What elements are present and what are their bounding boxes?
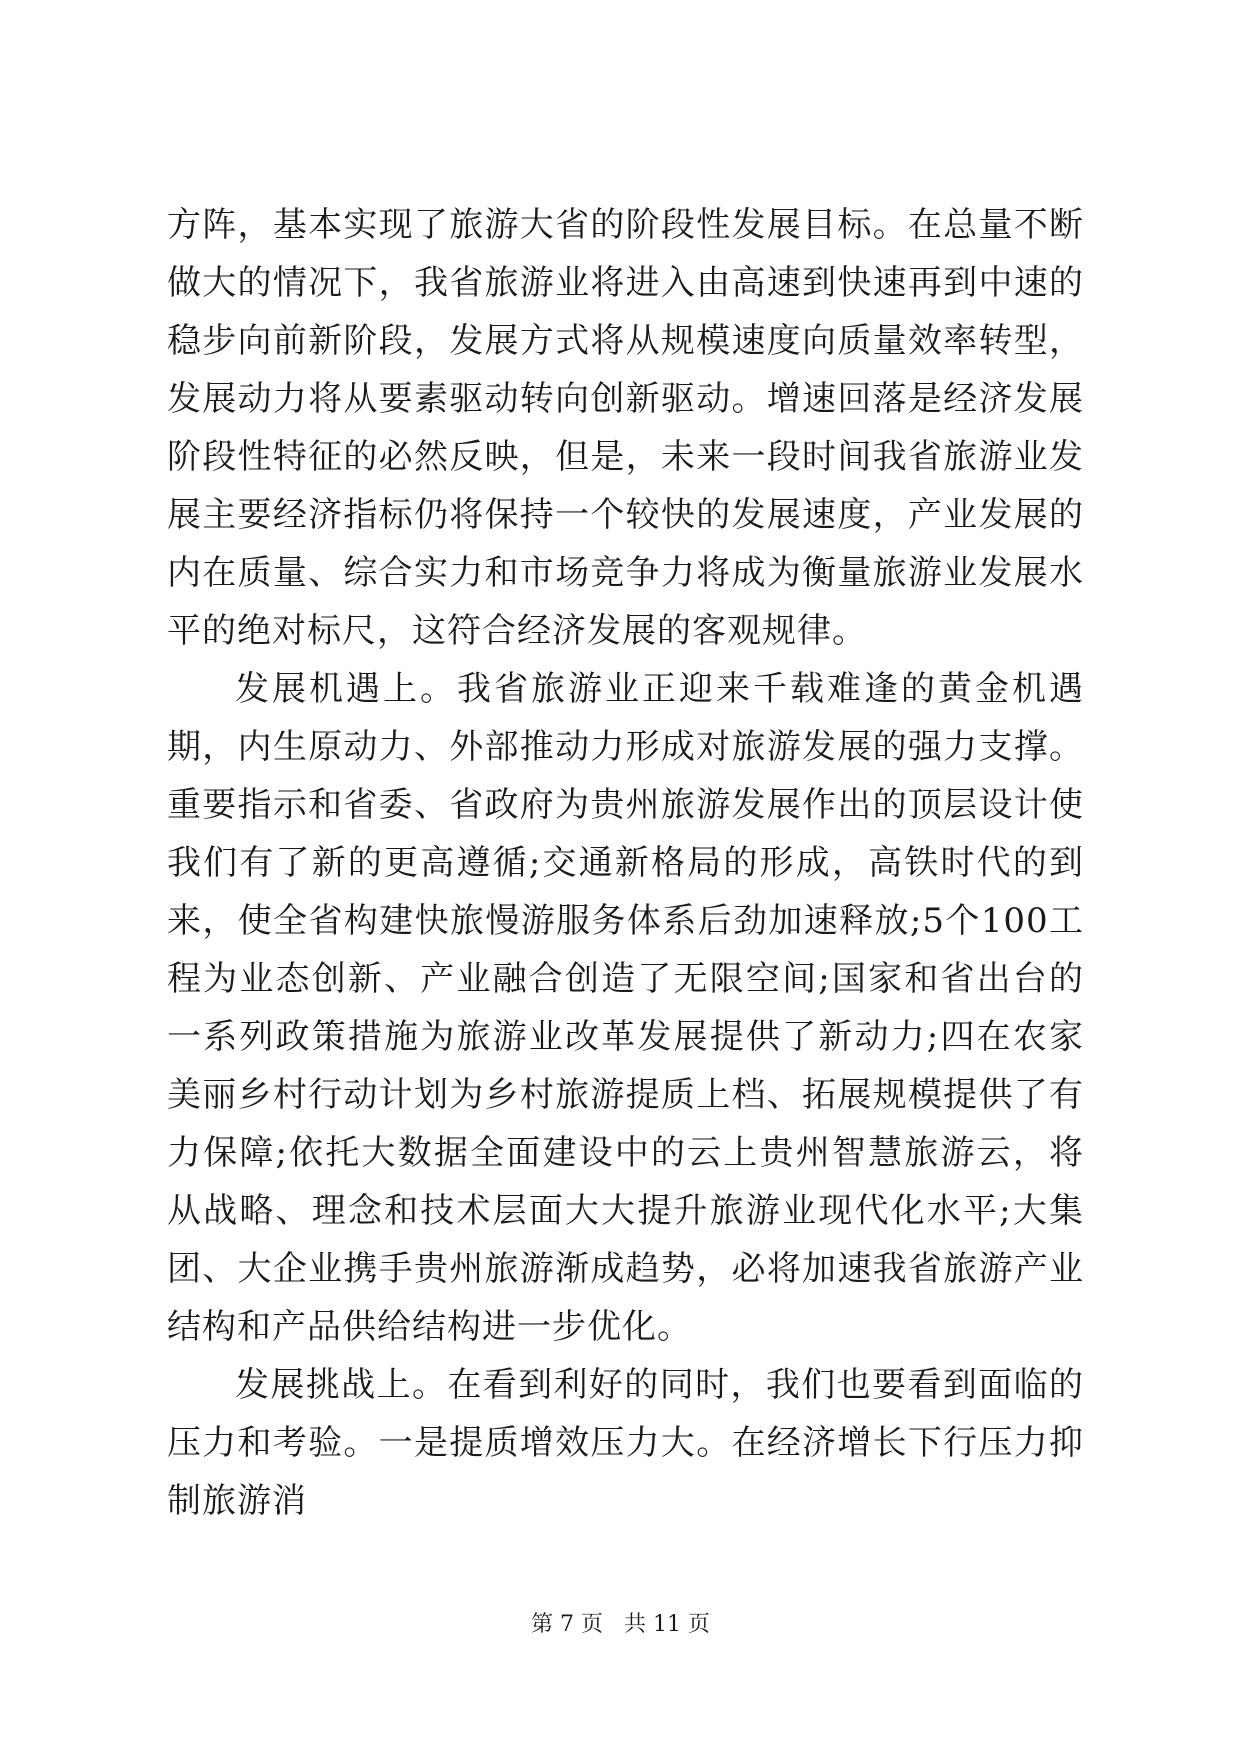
paragraph-2: 发展机遇上。我省旅游业正迎来千载难逢的黄金机遇期，内生原动力、外部推动力形成对旅游发展的强力支撑。重要指示和省委、省政府为贵州旅游发展作出的顶层设计使我们有了新的更高遵循;交通新格局的形成，高铁时代的到来，使全省构建快旅慢游服务体系后劲加速释放;5个100工程为业态创新、产业融合创造了无限空间;国家和省出台的一系列政策措施为旅游业改革发展提供了新动力;四在农家美丽乡村行动计划为乡村旅游提质上档、拓展规模提供了有力保障;依托大数据全面建设中的云上贵州智慧旅游云，将从战略、理念和技术层面大大提升旅游业现代化水平;大集团、大企业携手贵州旅游渐成趋势，必将加速我省旅游产业结构和产品供给结构进一步优化。 bbox=[167, 669, 1085, 1347]
paragraph-1: 方阵，基本实现了旅游大省的阶段性发展目标。在总量不断做大的情况下，我省旅游业将进入由高速到快速再到中速的稳步向前新阶段，发展方式将从规模速度向质量效率转型，发展动力将从要素驱动转向创新驱动。增速回落是经济发展阶段性特征的必然反映，但是，未来一段时间我省旅游业发展主要经济指标仍将保持一个较快的发展速度，产业发展的内在质量、综合实力和市场竞争力将成为衡量旅游业发展水平的绝对标尺，这符合经济发展的客观规律。 bbox=[167, 205, 1084, 651]
paragraph-3: 发展挑战上。在看到利好的同时，我们也要看到面临的压力和考验。一是提质增效压力大。在经济增长下行压力抑制旅游消 bbox=[167, 1365, 1084, 1521]
page-footer bbox=[0, 1610, 1241, 1640]
document-body bbox=[167, 196, 1084, 1530]
page-number: 第 7 页 bbox=[531, 1612, 603, 1637]
page-total: 共 11 页 bbox=[624, 1612, 710, 1637]
